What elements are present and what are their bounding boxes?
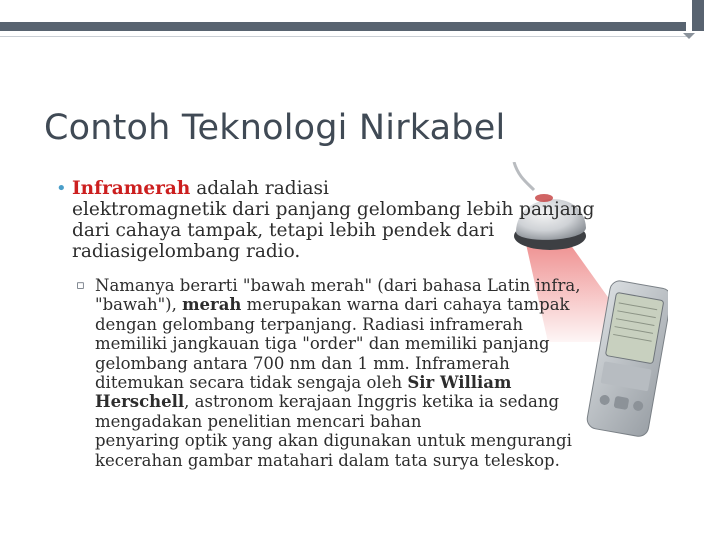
name-sir-william: Sir William xyxy=(407,373,512,393)
bullet1-line3: dari cahaya tampak, tetapi lebih pendek dari xyxy=(72,220,495,241)
top-divider xyxy=(0,36,690,37)
bullet2-line7-post: , astronom kerajaan Inggris ketika ia sedang xyxy=(184,392,560,412)
bullet1-line2: elektromagnetik dari panjang gelombang lebih panjang xyxy=(72,199,595,220)
bullet2-line5: gelombang antara 700 nm dan 1 mm. Inframerah xyxy=(95,353,510,373)
name-herschell: Herschell xyxy=(95,392,185,412)
bullet2-line1: Namanya berarti "bawah merah" (dari bahasa Latin infra, xyxy=(95,276,581,295)
bullet2-line8: mengadakan penelitian mencari bahan xyxy=(95,411,422,431)
bullet2-line10: kecerahan gambar matahari dalam tata surya teleskop. xyxy=(95,450,560,470)
bullet1-line1 xyxy=(72,178,666,199)
bullet-text xyxy=(72,178,666,262)
top-bar-cap xyxy=(692,0,704,31)
bullet2-line3: dengan gelombang terpanjang. Radiasi inframerah xyxy=(95,314,523,334)
bullet-dot-icon: • xyxy=(56,178,67,199)
bullet2-line7 xyxy=(95,392,665,411)
sub-bullet-square-icon: ▫ xyxy=(76,278,85,293)
bullet2-line2-pre: "bawah"), xyxy=(95,295,183,315)
bullet2-line2 xyxy=(95,295,665,314)
term-inframerah: Inframerah xyxy=(72,178,191,199)
bullet1-line1-rest: adalah radiasi xyxy=(190,178,329,199)
bullet2-line2-post: merupakan warna dari cahaya tampak xyxy=(241,295,570,315)
top-bar xyxy=(0,22,686,31)
bullet2-line4: memiliki jangkauan tiga "order" dan memiliki panjang xyxy=(95,334,550,354)
bullet2-line6 xyxy=(95,373,665,392)
divider-arrow-icon xyxy=(683,33,695,39)
bullet2-line9: penyaring optik yang akan digunakan untuk mengurangi xyxy=(95,431,572,451)
term-merah: merah xyxy=(182,295,242,315)
bullet1-line4: radiasigelombang radio. xyxy=(72,241,301,262)
sub-bullet-text xyxy=(95,276,665,470)
slide-title: Contoh Teknologi Nirkabel xyxy=(44,108,506,148)
bullet2-line6-pre: ditemukan secara tidak sengaja oleh xyxy=(95,373,408,393)
